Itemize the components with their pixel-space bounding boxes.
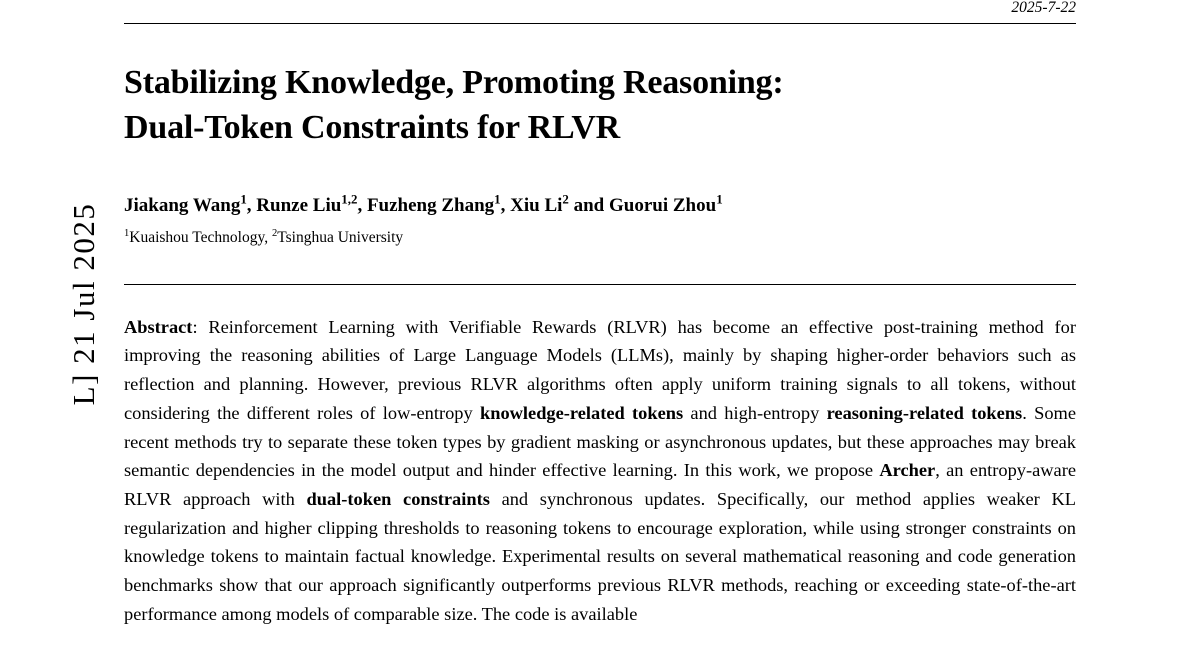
- author-name: Jiakang Wang: [124, 194, 241, 216]
- affiliation-marker: 2: [271, 227, 278, 239]
- abstract-body: [124, 317, 1076, 624]
- affiliation-list: [124, 228, 1076, 248]
- abstract-emphasis: knowledge-related tokens: [480, 402, 684, 423]
- affiliation-name: Tsinghua University: [277, 228, 404, 246]
- abstract-emphasis: dual-token constraints: [306, 488, 490, 509]
- header-rule: [124, 23, 1076, 24]
- arxiv-vertical-stamp: L] 21 Jul 2025: [66, 202, 101, 406]
- abstract-rule: [124, 284, 1076, 285]
- page-title: [124, 60, 1076, 150]
- author-affiliation-marker: 2: [562, 191, 569, 207]
- affiliation-name: Kuaishou Technology,: [129, 228, 272, 246]
- page-bottom-clip: [0, 640, 1200, 648]
- author-name: Guorui Zhou: [609, 194, 717, 216]
- affiliation-marker: 1: [124, 227, 130, 239]
- author-name: Runze Liu: [256, 194, 342, 216]
- author-name: Fuzheng Zhang: [366, 194, 495, 216]
- author-list: Jiakang Wang$^1$, Runze Liu$^{1,2}$, Fuzheng Zhang$^1$, Xiu Li$^2$ and Guorui Zhou$^1$: [124, 191, 723, 216]
- abstract-text: and high-entropy: [683, 402, 827, 423]
- author-affiliation-marker: 1: [240, 191, 247, 207]
- paper-column: [124, 0, 1076, 629]
- abstract-block: [124, 313, 1076, 629]
- abstract-emphasis: reasoning-related tokens: [826, 402, 1023, 423]
- author-affiliation-marker: 1,2: [341, 191, 358, 207]
- abstract-emphasis: Archer: [879, 460, 936, 481]
- author-name: Xiu Li: [510, 194, 563, 216]
- author-affiliation-marker: 1: [716, 191, 723, 207]
- author-affiliation-marker: 1: [494, 191, 501, 207]
- abstract-text: : Reinforcement Learning with Verifiable Rewards (RLVR) has become an effective post-training method for improving the reasoning abilities of Large Language Models (LLMs), mainly by shaping higher-order behaviors such as reflection and planning. However, previous RLVR algorithms often apply uniform training signals to all tokens, without considering the different roles of low-entropy: [124, 316, 1076, 423]
- abstract-label: Abstract: [124, 316, 193, 337]
- header-date: 2025-7-22: [1011, 0, 1076, 16]
- abstract-text: , an entropy-aware RLVR approach with: [124, 460, 1076, 509]
- title-line-2: Dual-Token Constraints for RLVR: [124, 108, 621, 146]
- title-line-1: Stabilizing Knowledge, Promoting Reasoning:: [124, 63, 784, 101]
- abstract-text: and synchronous updates. Specifically, our method applies weaker KL regularization and higher clipping thresholds to reasoning tokens to encourage exploration, while using stronger constraints on knowledge tokens to maintain factual knowledge. Experimental results on several mathematical reasoning and code generation benchmarks show that our approach significantly outperforms previous RLVR methods, reaching or exceeding state-of-the-art performance among models of comparable size. The code is available: [124, 488, 1076, 624]
- abstract-text: . Some recent methods try to separate these token types by gradient masking or asynchronous updates, but these approaches may break semantic dependencies in the model output and hinder effective learning. In this work, we propose: [124, 402, 1077, 481]
